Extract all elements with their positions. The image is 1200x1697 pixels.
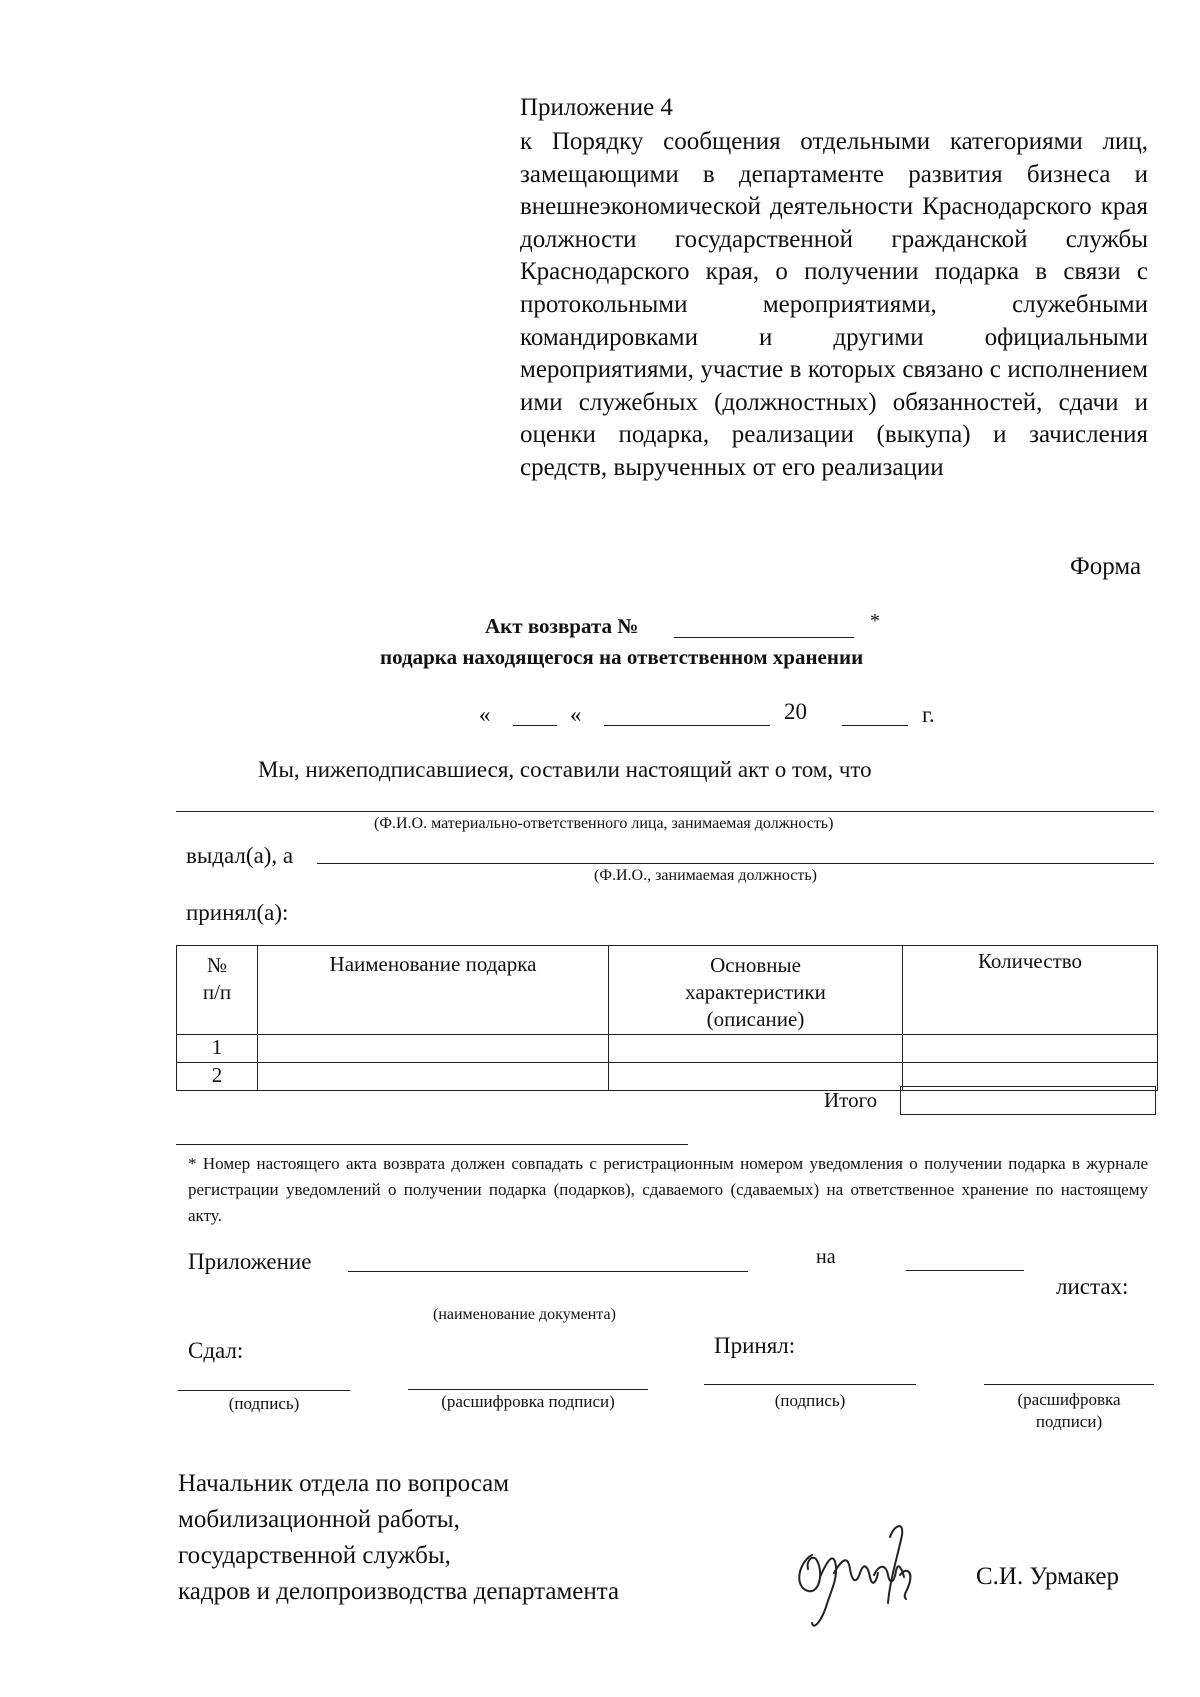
row-name-cell[interactable] [258,1035,609,1063]
handed-signature-caption: (подпись) [228,1394,300,1413]
attachment-sheets: листах: [1056,1274,1129,1299]
table-row [177,1035,1158,1063]
act-footnote-star: * [870,610,880,632]
act-number-line [674,637,854,638]
row-number: 2 [177,1063,258,1091]
total-label: Итого [824,1088,878,1112]
head-name: С.И. Урмакер [976,1563,1119,1590]
footnote-separator [176,1144,688,1145]
attachment-label: Приложение [188,1249,312,1274]
header-name: Наименование подарка [258,946,609,1035]
header-quantity: Количество [903,946,1158,1035]
date-quote-close: « [570,702,582,727]
attachment-doc-caption: (наименование документа) [433,1306,616,1323]
attachment-on: на [816,1246,836,1268]
head-position-line4: кадров и делопроизводства департамента [178,1578,620,1605]
gift-table [176,945,1158,1091]
head-position-line3: государственной службы, [178,1542,451,1569]
row-name-cell[interactable] [258,1063,609,1091]
head-position-line1: Начальник отдела по вопросам [178,1470,510,1497]
caption-responsible: (Ф.И.О. материально-ответственного лица, занимаемая должность) [374,815,834,832]
receiver-decoding-caption [984,1389,1154,1433]
head-position [178,1466,619,1610]
appendix-title: Приложение 4 [520,94,673,121]
footnote: * Номер настоящего акта возврата должен совпадать с регистрационным номером уведомления о получении подарка в журнале регистрации уведомлений о получении подарка (подарков), сдаваемого (сдаваемых) на ответственное хранение по настоящему акту. [188,1154,1148,1225]
appendix-text: к Порядку сообщения отдельными категориями лиц, замещающими в департаменте развития бизнеса и внешнеэкономической деятельности Краснодарского края должности государственной гражданской службы Краснодарского края, о получении подарка в связи с протокольными мероприятиями, служебными командировками и другими официальными мероприятиями, участие в которых связано с исполнением ими служебных (должностных) обязанностей, сдачи и оценки подарка, реализации (выкупа) и зачисления средств, вырученных от его реализации [520,128,1148,481]
intro-text: Мы, нижеподписавшиеся, составили настоящий акт о том, что [258,757,872,782]
row-quantity-cell[interactable] [903,1035,1158,1063]
caption-fio: (Ф.И.О., занимаемая должность) [594,867,817,884]
responsible-person-line [176,811,1154,812]
head-position-line2: мобилизационной работы, [178,1506,460,1533]
handed-signature-line [178,1390,350,1391]
form-label: Форма [1070,553,1142,580]
total-cell[interactable] [900,1086,1156,1115]
accepted-label: принял(а): [186,900,289,925]
receiver-signature-line [704,1384,916,1385]
header-characteristics: Основные характеристики (описание) [609,946,903,1035]
date-day-line [513,725,557,726]
header-number: № п/п [177,946,258,1035]
receiver-label: Принял: [714,1333,796,1358]
date-year-suffix: г. [922,702,935,727]
receiver-decoding-caption-line2: подписи) [1035,1412,1103,1431]
date-year-prefix: 20 [784,699,807,724]
handed-decoding-caption: (расшифровка подписи) [441,1392,615,1411]
issued-person-line [317,863,1154,864]
act-title: Акт возврата № [485,614,639,638]
table-header-row [177,946,1158,1035]
receiver-signature-caption: (подпись) [774,1391,846,1410]
date-quote-open: « [479,702,491,727]
row-characteristics-cell[interactable] [609,1035,903,1063]
attachment-sheets-line [906,1270,1024,1271]
act-subtitle: подарка находящегося на ответственном хранении [380,645,864,669]
receiver-decoding-line [984,1384,1154,1385]
attachment-doc-line [348,1271,748,1272]
row-number: 1 [177,1035,258,1063]
handed-label: Сдал: [188,1338,244,1363]
issued-label: выдал(а), а [186,843,294,868]
receiver-decoding-caption-line1: (расшифровка [1017,1390,1121,1409]
handwritten-signature [790,1515,940,1635]
date-year-line [842,725,908,726]
date-month-line [604,725,770,726]
handed-decoding-line [408,1389,648,1390]
row-characteristics-cell[interactable] [609,1063,903,1091]
